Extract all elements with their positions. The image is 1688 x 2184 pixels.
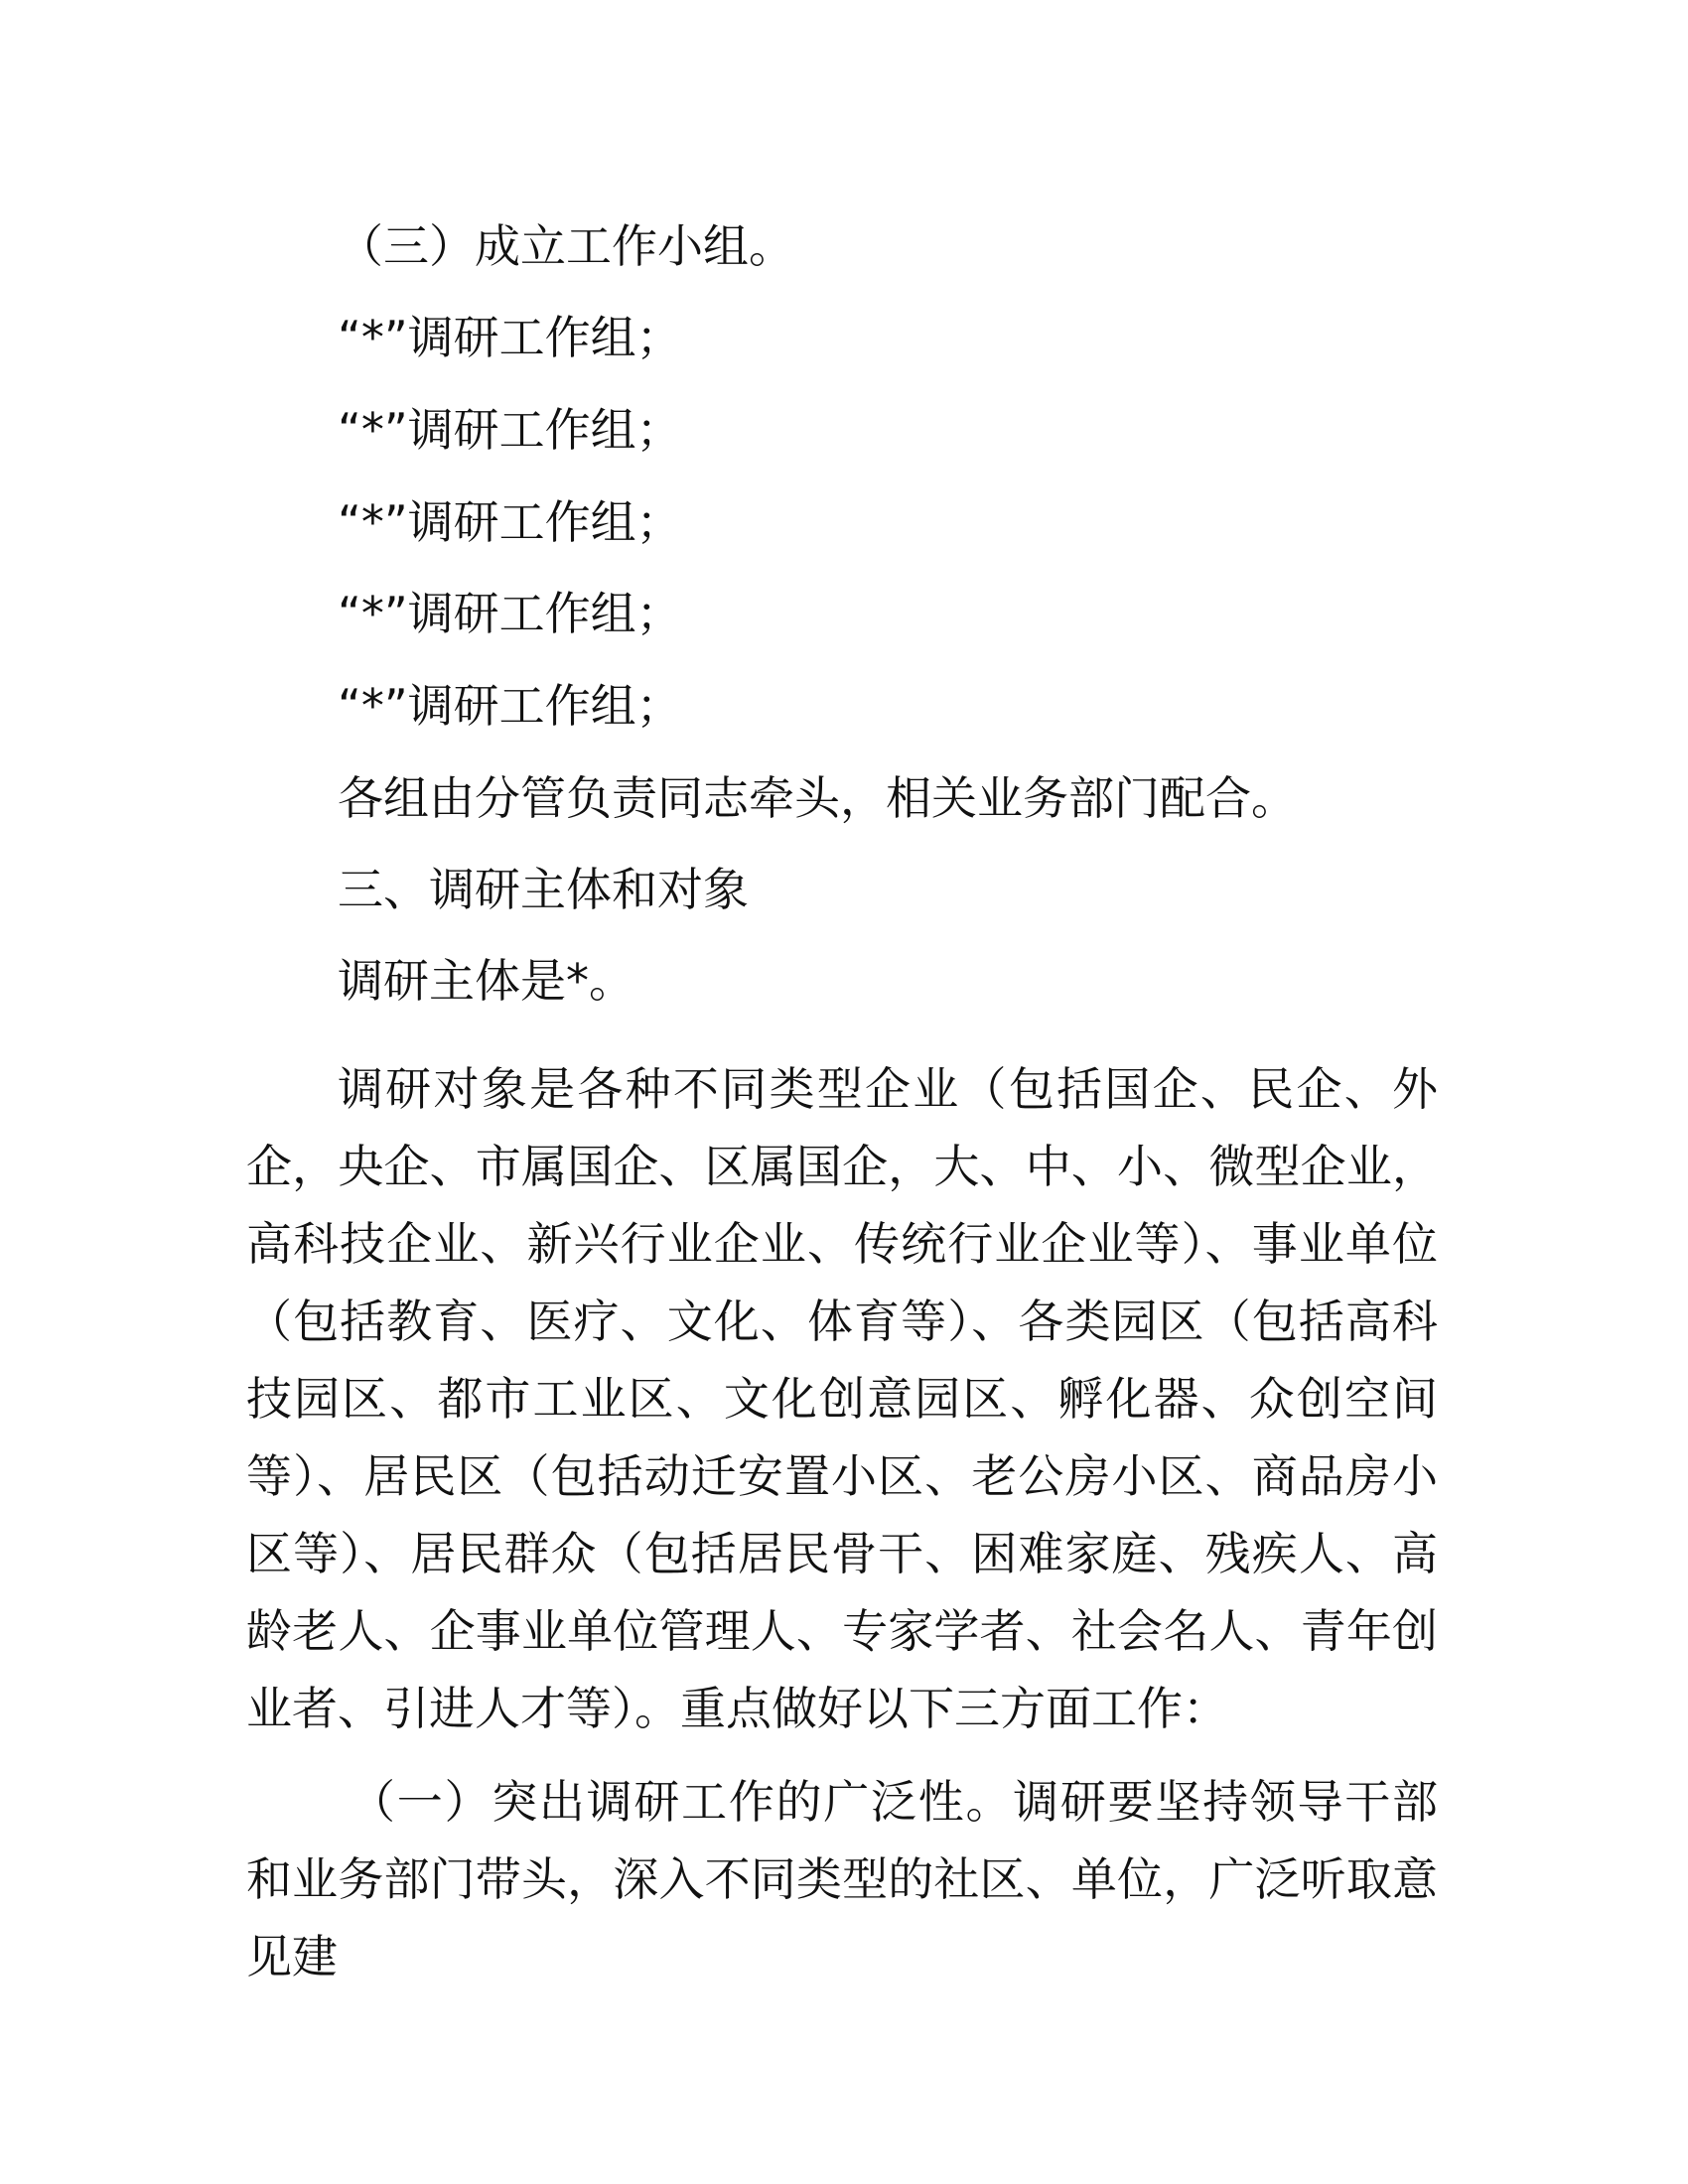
work-group-item: “*”调研工作组； [338,587,682,640]
work-group-item: “*”调研工作组； [338,311,682,364]
point-one-paragraph: （一）突出调研工作的广泛性。调研要坚持领导干部和业务部门带头，深入不同类型的社区、单位，广泛听取意见建 [246,1775,1438,1983]
work-group-item: “*”调研工作组； [338,679,682,733]
section-heading: （三）成立工作小组。 [338,219,794,273]
groups-note: 各组由分管负责同志牵头，相关业务部门配合。 [338,771,1297,825]
subject-line: 调研主体是*。 [338,954,634,1008]
work-group-item: “*”调研工作组； [338,495,682,549]
objects-paragraph: 调研对象是各种不同类型企业（包括国企、民企、外企，央企、市属国企、区属国企，大、中、小、微型企业，高科技企业、新兴行业企业、传统行业企业等）、事业单位（包括教育、医疗、文化、体育等）、各类园区（包括高科技园区、都市工业区、文化创意园区、孵化器、众创空间等）、居民区（包括动迁安置小区、老公房小区、商品房小区等）、居民群众（包括居民骨干、困难家庭、残疾人、高龄老人、企事业单位管理人、专家学者、社会名人、青年创业者、引进人才等）。重点做好以下三方面工作： [246,1062,1438,1735]
work-group-item: “*”调研工作组； [338,403,682,457]
part-three-heading: 三、调研主体和对象 [338,863,749,916]
